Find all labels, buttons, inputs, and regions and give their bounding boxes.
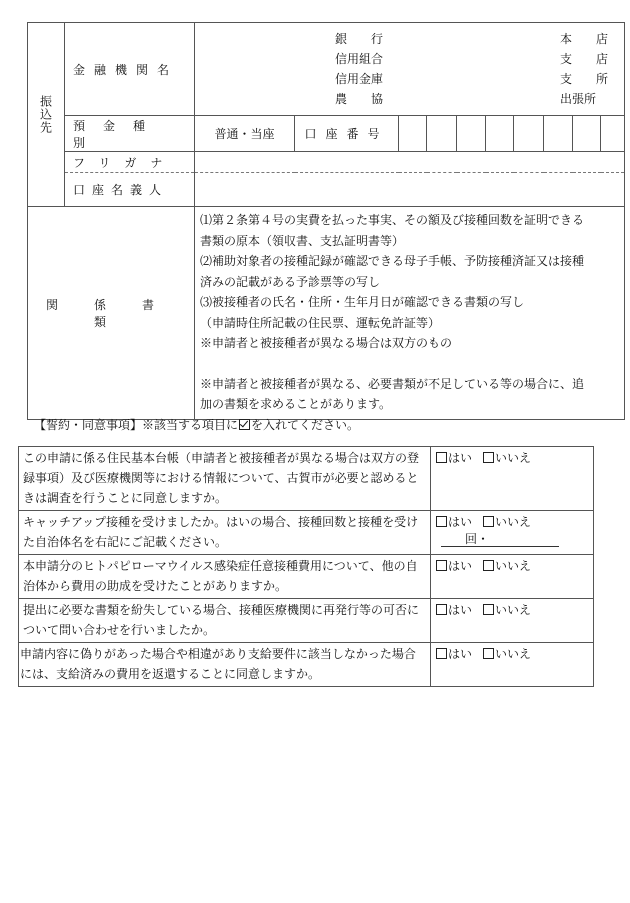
checkbox-icon[interactable] <box>483 560 494 571</box>
transfer-destination-label: 振込先 <box>28 23 65 207</box>
checkbox-icon[interactable] <box>436 648 447 659</box>
checkbox-icon[interactable] <box>436 604 447 615</box>
checkbox-icon[interactable] <box>483 604 494 615</box>
related-doc-line: ⑴第２条第４号の実費を払った事実、その額及び接種回数を証明できる <box>200 213 585 227</box>
answer-3 <box>431 555 594 599</box>
option-yes[interactable]: はい <box>435 644 472 664</box>
related-doc-line <box>200 354 619 374</box>
account-digit-box[interactable] <box>399 116 427 152</box>
question-5: 申請内容に偽りがあった場合や相違があり支給要件に該当しなかった場合 には、支給済みの費用を返還することに同意しますか。 <box>19 643 431 687</box>
option-yes[interactable]: はい <box>435 448 472 468</box>
pledge-heading: 【誓約・同意事項】※該当する項目に を入れてください。 <box>34 418 360 432</box>
institution-type-list: 銀 行 信用組合 信用金庫 農 協 <box>335 32 384 106</box>
account-digit-box[interactable] <box>457 116 486 152</box>
question-3: 本申請分のヒトパピローマウイルス感染症任意接種費用について、他の自 治体から費用の助成を受けたことがありますか。 <box>19 555 431 599</box>
related-doc-line: ※申請者と被接種者が異なる場合は双方のもの <box>200 336 453 350</box>
account-digit-box[interactable] <box>573 116 601 152</box>
account-digit-box[interactable] <box>601 116 625 152</box>
checkbox-icon[interactable] <box>483 516 494 527</box>
financial-institution-field[interactable] <box>195 23 625 116</box>
answer-4 <box>431 599 594 643</box>
option-no[interactable]: いいえ <box>482 600 531 620</box>
account-digit-box[interactable] <box>486 116 514 152</box>
financial-institution-label: 金融機関名 <box>73 62 179 77</box>
related-doc-line: ※申請者と被接種者が異なる、必要書類が不足している等の場合に、追 <box>200 376 585 391</box>
checkbox-icon[interactable] <box>483 648 494 659</box>
related-doc-line: ⑶被接種者の氏名・住所・生年月日が確認できる書類の写し <box>200 295 525 309</box>
question-2: キャッチアップ接種を受けましたか。はいの場合、接種回数と接種を受け た自治体名を右記にご記載ください。 <box>19 511 431 555</box>
option-no[interactable]: いいえ <box>482 556 531 576</box>
related-docs-list <box>195 207 625 420</box>
consent-table <box>18 446 594 687</box>
checkbox-icon[interactable] <box>436 560 447 571</box>
related-doc-line: 加の書類を求めることがあります。 <box>200 397 392 411</box>
checkbox-icon[interactable] <box>436 516 447 527</box>
related-docs-label: 関係書類 <box>28 207 195 420</box>
deposit-type-label: 預金種別 <box>73 118 164 150</box>
account-holder-label: 口座名義人 <box>73 183 169 197</box>
deposit-type-value[interactable]: 普通・当座 <box>195 116 295 152</box>
option-no[interactable]: いいえ <box>482 448 531 468</box>
related-doc-line: ⑵補助対象者の接種記録が確認できる母子手帳、予防接種済証又は接種 <box>200 254 585 268</box>
account-digit-box[interactable] <box>427 116 457 152</box>
furigana-label: フリガナ <box>73 155 177 170</box>
vaccination-count-field[interactable]: 回・ <box>441 532 559 547</box>
account-holder-field[interactable] <box>195 173 625 207</box>
option-no[interactable]: いいえ <box>482 512 531 532</box>
option-yes[interactable]: はい <box>435 556 472 576</box>
answer-1 <box>431 447 594 511</box>
answer-5 <box>431 643 594 687</box>
question-4: 提出に必要な書類を紛失している場合、接種医療機関に再発行等の可否に ついて問い合わせを行いましたか。 <box>19 599 431 643</box>
account-digit-box[interactable] <box>544 116 573 152</box>
account-digit-box[interactable] <box>514 116 544 152</box>
option-yes[interactable]: はい <box>435 600 472 620</box>
option-no[interactable]: いいえ <box>482 644 531 664</box>
option-yes[interactable]: はい <box>435 512 472 532</box>
related-doc-line: 書類の原本（領収書、支払証明書等） <box>200 233 405 248</box>
question-1: この申請に係る住民基本台帳（申請者と被接種者が異なる場合は双方の登 録事項）及び医療機関等における情報について、古賀市が必要と認めると きは調査を行うことに同意しますか。 <box>19 447 431 511</box>
bank-transfer-table <box>27 22 625 420</box>
checked-box-icon <box>239 419 250 430</box>
branch-type-list: 本 店 支 店 支 所 出張所 <box>560 32 609 106</box>
related-doc-line: 済みの記載がある予診票等の写し <box>200 274 381 289</box>
checkbox-icon[interactable] <box>483 452 494 463</box>
related-doc-line: （申請時住所記載の住民票、運転免許証等） <box>200 315 441 330</box>
answer-2 <box>431 511 594 555</box>
furigana-field[interactable] <box>195 152 625 173</box>
checkbox-icon[interactable] <box>436 452 447 463</box>
account-number-label: 口座番号 <box>295 116 399 152</box>
